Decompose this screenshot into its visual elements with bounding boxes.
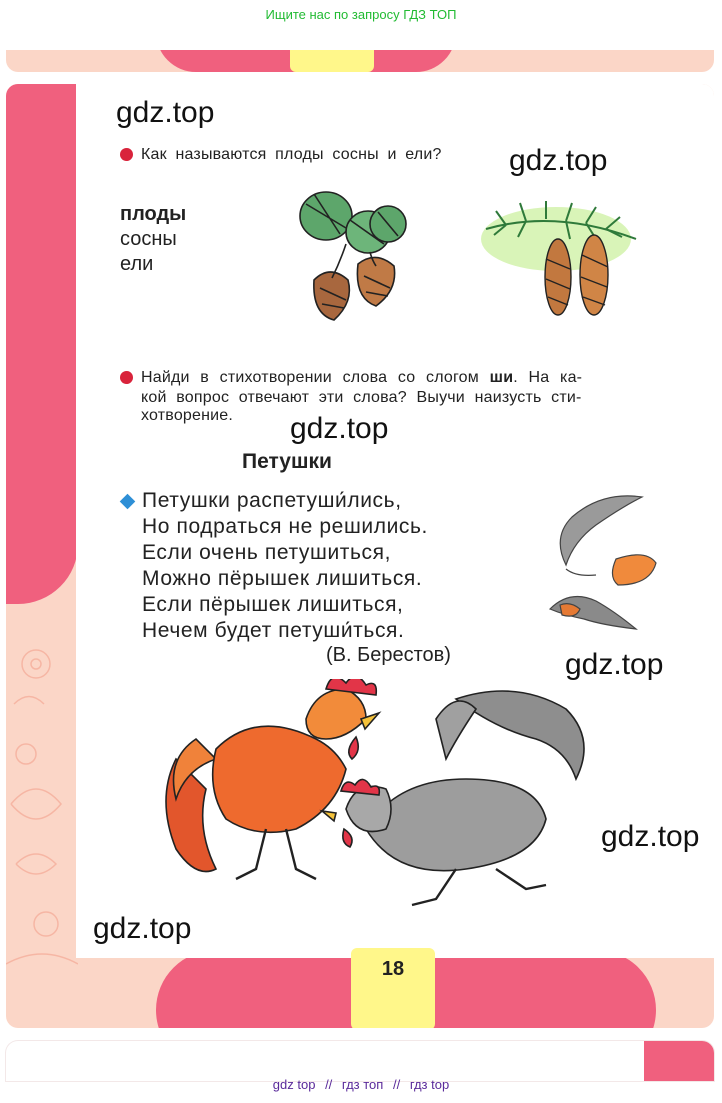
question-2-syllable: ши [489,369,514,386]
watermark: gdz.top [93,912,192,945]
search-hint: Ищите нас по запросу ГДЗ ТОП [265,7,457,22]
feathers-illustration [546,489,666,639]
link-separator: // [392,1077,401,1092]
poem-line: Но подраться не решились. [142,515,428,538]
previous-page-edge [6,50,714,72]
question-2-line-2: кой вопрос отвечают эти слова? Выучи наизусть сти- [141,389,582,406]
question-2-line-1 [141,369,582,387]
poem-line: Если пёрышек лишиться, [142,593,404,616]
question-2-text: Найди в стихотворении слова со слогом [141,369,479,386]
link-gdz-top-mixed[interactable]: гдз top [409,1077,450,1092]
question-1: Как называются плоды сосны и ели? [141,146,442,163]
fir-branch-illustration [476,189,646,329]
fruits-heading: плоды [120,203,187,225]
link-gdz-top-latin[interactable]: gdz top [272,1077,316,1092]
poem-author: (В. Берестов) [326,644,451,666]
poem-title: Петушки [242,450,332,473]
watermark: gdz.top [116,96,215,129]
poem-line: Можно пёрышек лишиться. [142,567,423,590]
floral-pattern-decoration [6,604,78,1024]
previous-page-number-tab [290,50,374,72]
watermark: gdz.top [290,412,389,445]
roosters-illustration [156,679,626,919]
bottom-links [0,1077,722,1092]
link-gdz-top-cyrillic[interactable]: гдз топ [341,1077,384,1092]
question-2-text-end: . На ка- [513,369,583,386]
top-banner [0,0,722,50]
watermark: gdz.top [565,648,664,681]
watermark: gdz.top [509,144,608,177]
question-2-line-3: хотворение. [141,407,234,424]
page-number: 18 [381,958,405,980]
fruits-fir: ели [120,253,154,275]
next-page-edge [6,1041,714,1081]
red-bullet-icon [120,371,133,384]
pine-cones-illustration [286,184,426,344]
red-bullet-icon [120,148,133,161]
fruits-pine: сосны [120,228,177,250]
watermark: gdz.top [601,820,700,853]
textbook-page [6,84,714,1028]
decor-pink-corner [644,1041,714,1081]
poem-line: Нечем будет петуши́ться. [142,619,405,642]
poem-line: Петушки распетуши́лись, [142,489,402,512]
poem-text [142,488,428,644]
blue-diamond-bullet-icon [120,494,136,510]
link-separator: // [325,1077,333,1092]
poem-line: Если очень петушиться, [142,541,392,564]
fruits-label [120,202,186,277]
decor-left-pink-band [6,84,78,604]
page-number-tab [351,948,435,1028]
page-content [76,84,714,958]
